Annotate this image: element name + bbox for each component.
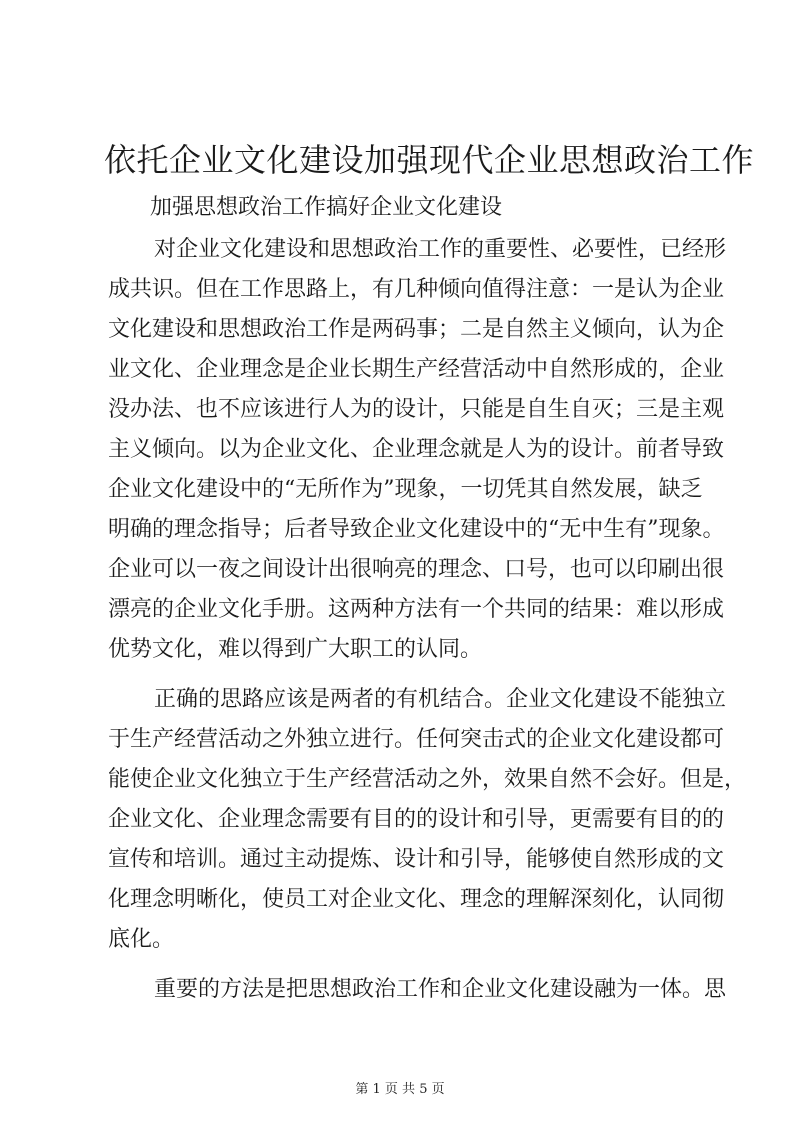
paragraph-line: 文化建设和思想政治工作是两码事；二是自然主义倾向，认为企: [108, 317, 725, 342]
paragraph-line: 企业文化建设中的“无所作为”现象，一切凭其自然发展，缺乏: [108, 477, 703, 502]
paragraph-line: 能使企业文化独立于生产经营活动之外，效果自然不会好。但是，: [108, 767, 747, 792]
paragraph-line: 企业文化、企业理念需要有目的的设计和引导，更需要有目的的: [108, 807, 725, 832]
document-subtitle: 加强思想政治工作搞好企业文化建设: [150, 195, 503, 220]
paragraph-line: 企业可以一夜之间设计出很响亮的理念、口号，也可以印刷出很: [108, 557, 725, 582]
paragraph-line: 优势文化，难以得到广大职工的认同。: [108, 637, 483, 662]
document-title: 依托企业文化建设加强现代企业思想政治工作: [104, 141, 755, 179]
paragraph-line: 明确的理念指导；后者导致企业文化建设中的“无中生有”现象。: [108, 517, 725, 542]
paragraph-line: 于生产经营活动之外独立进行。任何突击式的企业文化建设都可: [108, 727, 725, 752]
paragraph-line: 漂亮的企业文化手册。这两种方法有一个共同的结果：难以形成: [108, 597, 725, 622]
paragraph-line: 正确的思路应该是两者的有机结合。企业文化建设不能独立: [154, 687, 727, 712]
paragraph-line: 成共识。但在工作思路上，有几种倾向值得注意：一是认为企业: [108, 277, 725, 302]
paragraph-line: 宣传和培训。通过主动提炼、设计和引导，能够使自然形成的文: [108, 847, 725, 872]
paragraph-line: 业文化、企业理念是企业长期生产经营活动中自然形成的，企业: [108, 357, 725, 382]
paragraph-line: 没办法、也不应该进行人为的设计，只能是自生自灭；三是主观: [108, 397, 725, 422]
paragraph-line: 主义倾向。以为企业文化、企业理念就是人为的设计。前者导致: [108, 437, 725, 462]
paragraph-line: 对企业文化建设和思想政治工作的重要性、必要性，已经形: [154, 237, 727, 262]
paragraph-line: 化理念明晰化，使员工对企业文化、理念的理解深刻化，认同彻: [108, 887, 725, 912]
page-number: 第 1 页 共 5 页: [355, 1082, 445, 1097]
paragraph-line: 重要的方法是把思想政治工作和企业文化建设融为一体。思: [154, 977, 727, 1002]
paragraph-line: 底化。: [108, 927, 175, 952]
